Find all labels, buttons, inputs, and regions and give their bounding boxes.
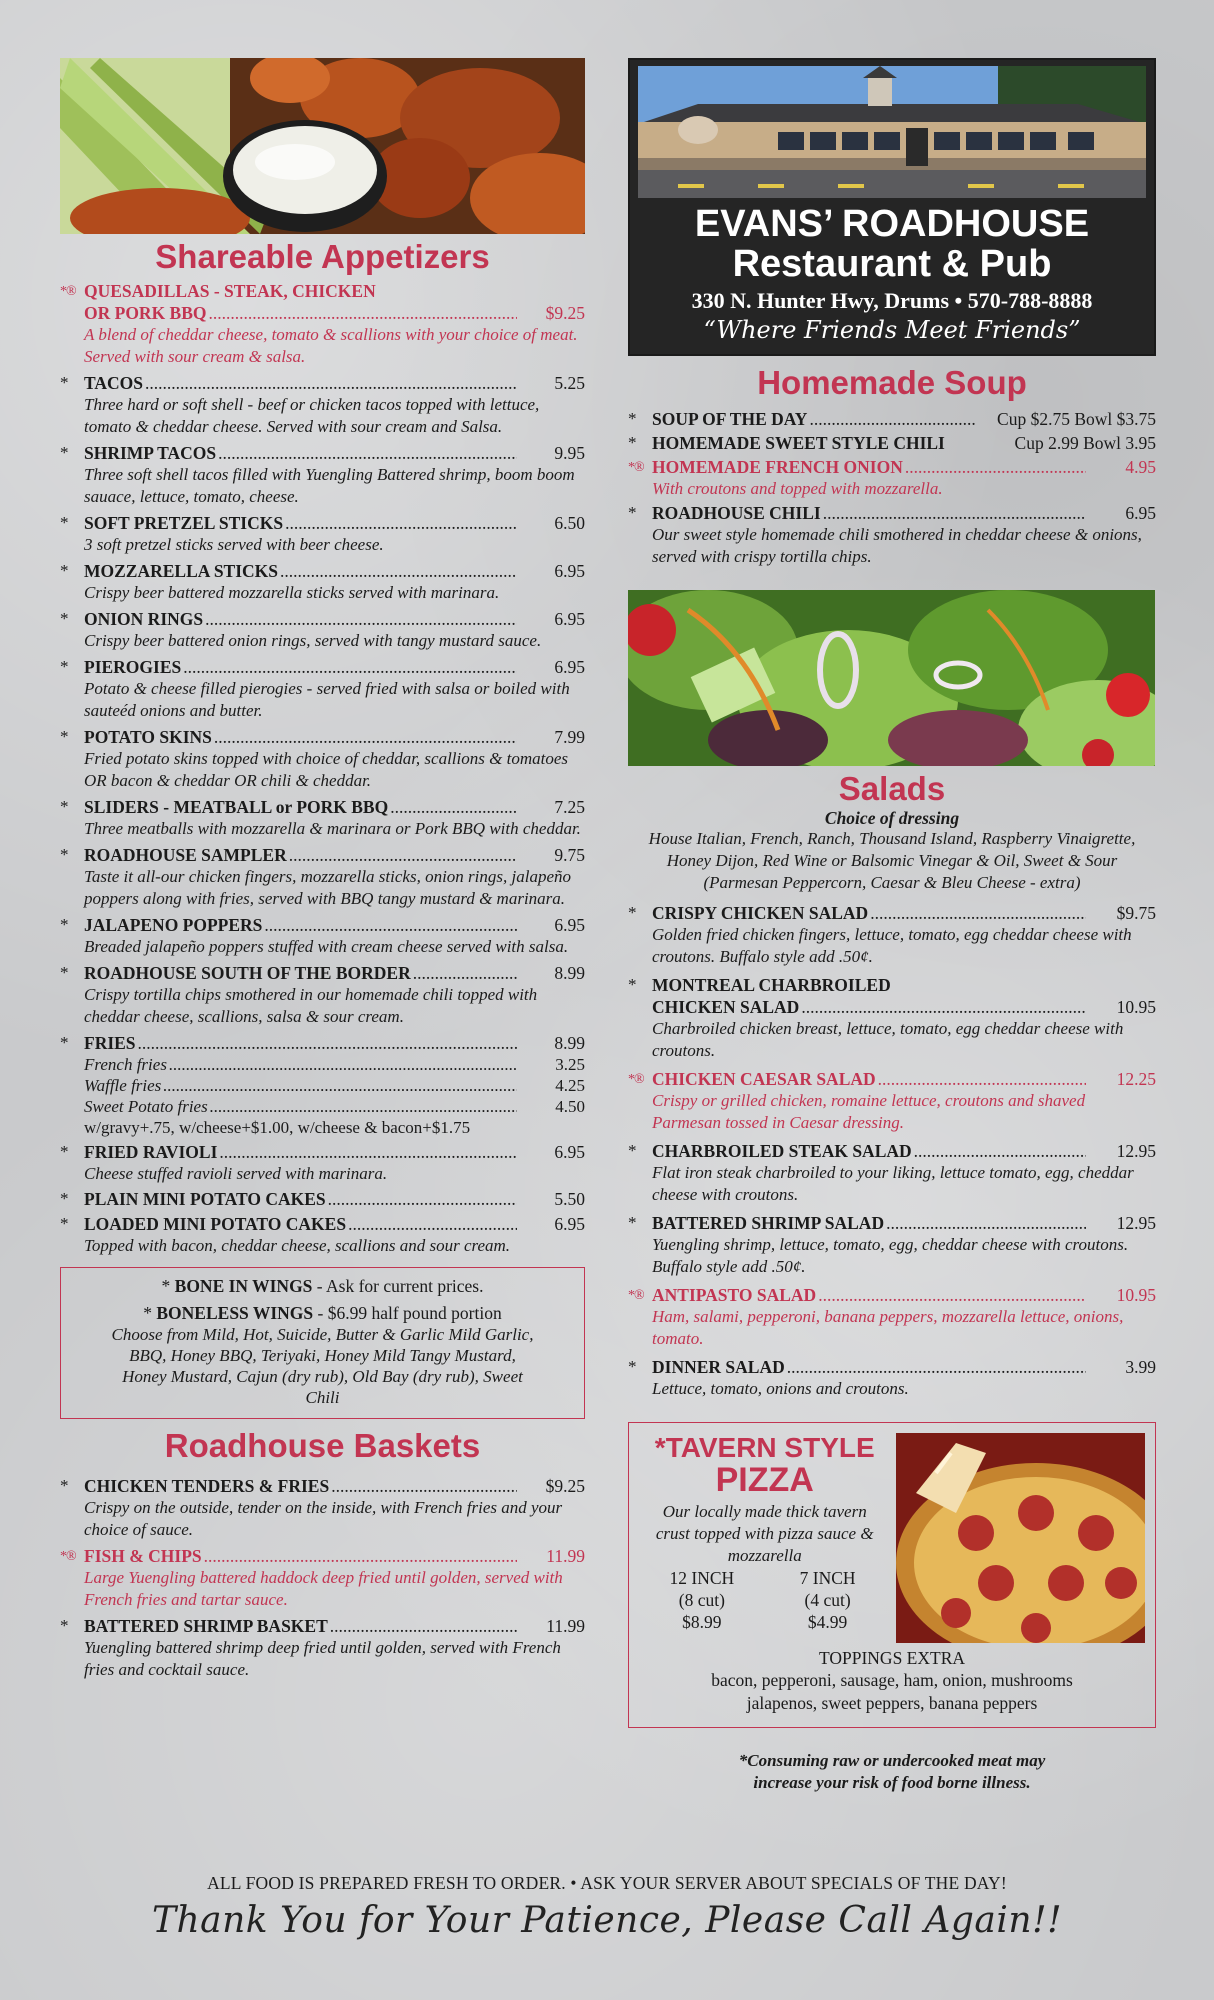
item-leader-dots — [818, 1284, 1086, 1306]
item-name: ONION RINGS — [84, 609, 204, 629]
item-marker: *® — [60, 1549, 76, 1564]
item-row — [60, 962, 585, 984]
bone-in-wings-name: BONE IN WINGS — [174, 1276, 313, 1296]
item-leader-dots — [823, 502, 1086, 524]
item-marker: * — [628, 1213, 637, 1232]
item-row — [628, 996, 1156, 1018]
item-name: HOMEMADE FRENCH ONION — [652, 457, 903, 477]
item-row — [628, 408, 1156, 430]
item-row — [60, 1032, 585, 1054]
fries-option — [60, 1054, 585, 1075]
item-description: Golden fried chicken fingers, lettuce, tomato, egg cheddar cheese with croutons. Buffalo style add .50¢. — [652, 925, 1132, 966]
item-row — [628, 1212, 1156, 1234]
soup-list — [628, 408, 1156, 568]
item-leader-dots — [886, 1212, 1086, 1234]
item-row — [628, 502, 1156, 524]
item-description: Crispy beer battered onion rings, served with tangy mustard sauce. — [84, 631, 542, 650]
item-marker: * — [60, 1476, 69, 1495]
pizza-cut-7: (4 cut) — [804, 1590, 851, 1610]
boneless-wings-name: BONELESS WINGS — [156, 1303, 314, 1323]
menu-item — [60, 1545, 585, 1611]
item-name: CRISPY CHICKEN SALAD — [652, 903, 869, 923]
item-row — [60, 914, 585, 936]
menu-item — [628, 432, 1156, 454]
fries-option — [60, 1096, 585, 1117]
menu-item — [60, 656, 585, 722]
menu-item — [60, 372, 585, 438]
item-price: 6.95 — [554, 561, 585, 581]
item-leader-dots — [219, 1141, 517, 1163]
footer-notice: ALL FOOD IS PREPARED FRESH TO ORDER. • ASK YOUR SERVER ABOUT SPECIALS OF THE DAY! — [207, 1873, 1007, 1893]
item-name: SHRIMP TACOS — [84, 443, 217, 463]
soup-title: Homemade Soup — [757, 364, 1027, 401]
item-price: Cup $2.75 Bowl $3.75 — [997, 409, 1156, 429]
item-leader-dots — [330, 1615, 517, 1637]
item-row — [628, 1284, 1156, 1306]
item-description: Crispy or grilled chicken, romaine lettuce, croutons and shaved Parmesan tossed in Caesar dressing. — [652, 1091, 1086, 1132]
item-name: SOUP OF THE DAY — [652, 409, 808, 429]
toppings-title: TOPPINGS EXTRA — [818, 1648, 965, 1668]
menu-item — [60, 1188, 585, 1210]
fries-extras: w/gravy+.75, w/cheese+$1.00, w/cheese & bacon+$1.75 — [84, 1118, 471, 1137]
item-name: SLIDERS - MEATBALL or PORK BBQ — [84, 797, 389, 817]
item-marker: *® — [60, 284, 76, 299]
restaurant-tagline: “Where Friends Meet Friends” — [703, 316, 1081, 344]
menu-item — [60, 1475, 585, 1541]
salads-list — [628, 902, 1156, 1400]
fries-option-name: Sweet Potato fries — [84, 1097, 208, 1116]
item-leader-dots — [210, 1096, 517, 1117]
menu-item — [628, 902, 1156, 968]
item-marker: * — [60, 1033, 69, 1052]
menu-item — [60, 442, 585, 508]
item-name: ROADHOUSE SAMPLER — [84, 845, 287, 865]
item-marker: * — [60, 797, 69, 816]
item-row — [60, 302, 585, 324]
item-leader-dots — [163, 1075, 517, 1096]
item-price: 6.95 — [554, 657, 585, 677]
fries-option-name: Waffle fries — [84, 1076, 162, 1095]
item-marker: * — [60, 1142, 69, 1161]
restaurant-photo — [638, 66, 1146, 198]
item-row — [60, 372, 585, 394]
item-description: Crispy beer battered mozzarella sticks served with marinara. — [84, 583, 500, 602]
item-leader-dots — [280, 560, 517, 582]
item-name: CHICKEN CAESAR SALAD — [652, 1069, 876, 1089]
pizza-price-7: $4.99 — [807, 1612, 848, 1632]
appetizers-list — [60, 280, 585, 1257]
item-leader-dots — [205, 608, 517, 630]
pizza-title-line1: *TAVERN STYLE — [654, 1432, 875, 1463]
wings-sauces: Choose from Mild, Hot, Suicide, Butter & Garlic Mild Garlic, BBQ, Honey BBQ, Teriyaki, Honey Mild Tangy Mustard, Honey Mustard, Cajun (dry rub), Old Bay (dry rub), Sweet Chili — [111, 1325, 534, 1407]
item-name: FRIES — [84, 1033, 136, 1053]
restaurant-subtitle: Restaurant & Pub — [732, 243, 1052, 285]
item-price: $9.25 — [545, 1476, 585, 1496]
wings-photo — [60, 58, 585, 234]
fries-option-price: 4.50 — [555, 1097, 585, 1116]
item-description: Taste it all-our chicken fingers, mozzarella sticks, onion rings, jalapeño poppers along with fries, served with BBQ tangy mustard & marinara. — [84, 867, 571, 908]
dressing-list: House Italian, French, Ranch, Thousand Island, Raspberry Vinaigrette, Honey Dijon, Red Wine or Balsomic Vinegar & Oil, Sweet & Sour (Parmesan Peppercorn, Caesar & Bleu Cheese - extra) — [648, 829, 1136, 892]
menu-item — [60, 844, 585, 910]
item-row — [60, 656, 585, 678]
item-price: 5.50 — [554, 1189, 585, 1209]
item-description: Our sweet style homemade chili smothered in cheddar cheese & onions, served with crispy tortilla chips. — [652, 525, 1142, 566]
item-leader-dots — [145, 372, 517, 394]
item-marker: * — [60, 963, 69, 982]
item-name: CHICKEN TENDERS & FRIES — [84, 1476, 330, 1496]
item-marker: * — [628, 433, 637, 452]
menu-item — [628, 1356, 1156, 1400]
item-marker: * — [60, 609, 69, 628]
item-price: 7.99 — [554, 727, 585, 747]
item-row — [628, 456, 1156, 478]
item-name-line1: MONTREAL CHARBROILED — [652, 975, 891, 995]
item-marker: * — [60, 1214, 69, 1233]
item-leader-dots — [209, 302, 517, 324]
item-row — [60, 560, 585, 582]
item-description: Lettuce, tomato, onions and croutons. — [652, 1379, 909, 1398]
pizza-sizes — [639, 1567, 890, 1633]
item-name: PIEROGIES — [84, 657, 182, 677]
item-leader-dots — [264, 914, 517, 936]
item-description: Fried potato skins topped with choice of cheddar, scallions & tomatoes OR bacon & cheddar OR chili & cheddar. — [84, 749, 568, 790]
item-leader-dots — [169, 1054, 517, 1075]
item-row — [60, 1545, 585, 1567]
item-name: FRIED RAVIOLI — [84, 1142, 218, 1162]
menu-item — [60, 280, 585, 368]
item-marker: * — [60, 561, 69, 580]
menu-item — [60, 1615, 585, 1681]
menu-item-fries — [60, 1032, 585, 1139]
item-description: Charbroiled chicken breast, lettuce, tomato, egg cheddar cheese with croutons. — [652, 1019, 1124, 1060]
item-row — [60, 726, 585, 748]
item-price: 10.95 — [1116, 997, 1156, 1017]
item-row — [60, 1615, 585, 1637]
wings-box: * BONE IN WINGS - Ask for current prices. * BONELESS WINGS - $6.99 half pound portion Choose from Mild, Hot, Suicide, Butter & Garlic Mild Garlic, BBQ, Honey BBQ, Teriyaki, Honey Mild Tangy Mustard, Honey Mustard, Cajun (dry rub), Old Bay (dry rub), Sweet Chili — [60, 1267, 585, 1419]
item-marker: * — [60, 657, 69, 676]
item-price: $9.75 — [1116, 903, 1156, 923]
toppings-list: bacon, pepperoni, sausage, ham, onion, mushrooms jalapenos, sweet peppers, banana peppers — [711, 1670, 1073, 1713]
item-price: 12.95 — [1116, 1213, 1156, 1233]
item-price: 11.99 — [546, 1616, 585, 1636]
item-name: POTATO SKINS — [84, 727, 212, 747]
item-row — [60, 1213, 585, 1235]
menu-item — [628, 1212, 1156, 1278]
item-leader-dots — [214, 726, 517, 748]
item-description: Three meatballs with mozzarella & marinara or Pork BBQ with cheddar. — [84, 819, 581, 838]
item-marker: * — [628, 903, 637, 922]
item-row — [628, 1140, 1156, 1162]
menu-item — [628, 408, 1156, 430]
dressing-title: Choice of dressing — [824, 808, 960, 828]
item-name: CHICKEN SALAD — [652, 997, 800, 1017]
menu-item — [60, 512, 585, 556]
item-name: MOZZARELLA STICKS — [84, 561, 279, 581]
item-description: Yuengling battered shrimp deep fried until golden, served with French fries and cocktail sauce. — [84, 1638, 561, 1679]
fries-option-name: French fries — [84, 1055, 167, 1074]
item-row — [60, 1475, 585, 1497]
menu-item — [628, 1140, 1156, 1206]
item-description: Three soft shell tacos filled with Yuengling Battered shrimp, boom boom sauace, lettuce, tomato, cheese. — [84, 465, 575, 506]
item-price: $9.25 — [545, 303, 585, 323]
item-description: Crispy on the outside, tender on the inside, with French fries and your choice of sauce. — [84, 1498, 563, 1539]
item-row — [628, 902, 1156, 924]
item-leader-dots — [218, 442, 517, 464]
pizza-description: Our locally made thick tavern crust topped with pizza sauce & mozzarella — [655, 1502, 874, 1565]
item-leader-dots — [809, 408, 975, 430]
item-marker: * — [60, 443, 69, 462]
item-row — [60, 1188, 585, 1210]
pizza-size-12: 12 INCH — [669, 1568, 735, 1588]
item-name: ROADHOUSE SOUTH OF THE BORDER — [84, 963, 411, 983]
menu-item — [60, 560, 585, 604]
item-leader-dots — [878, 1068, 1086, 1090]
item-price: 7.25 — [554, 797, 585, 817]
item-price: 6.95 — [1125, 503, 1156, 523]
item-row — [628, 1068, 1156, 1090]
item-description: Topped with bacon, cheddar cheese, scallions and sour cream. — [84, 1236, 511, 1255]
item-price: 6.95 — [554, 609, 585, 629]
menu-item — [628, 456, 1156, 500]
menu-item — [60, 962, 585, 1028]
item-marker: * — [628, 1141, 637, 1160]
item-name: OR PORK BBQ — [84, 303, 207, 323]
pizza-title-line2: PIZZA — [715, 1461, 814, 1499]
item-leader-dots — [390, 796, 517, 818]
item-row — [628, 1356, 1156, 1378]
item-description: Breaded jalapeño poppers stuffed with cream cheese served with salsa. — [84, 937, 569, 956]
item-marker: * — [60, 373, 69, 392]
bone-in-wings-text: - Ask for current prices. — [312, 1276, 484, 1296]
item-row — [60, 796, 585, 818]
item-name: ROADHOUSE CHILI — [652, 503, 821, 523]
item-description: Yuengling shrimp, lettuce, tomato, egg, cheddar cheese with croutons. Buffalo style add .50¢. — [652, 1235, 1129, 1276]
brand-box — [628, 58, 1156, 356]
item-name: DINNER SALAD — [652, 1357, 785, 1377]
item-price: 9.75 — [554, 845, 585, 865]
menu-item — [60, 1141, 585, 1185]
item-price: 6.95 — [554, 915, 585, 935]
appetizers-title: Shareable Appetizers — [155, 238, 490, 275]
item-description: 3 soft pretzel sticks served with beer cheese. — [84, 535, 384, 554]
pizza-photo — [896, 1433, 1145, 1643]
item-name: SOFT PRETZEL STICKS — [84, 513, 284, 533]
menu-item — [60, 608, 585, 652]
item-price: Cup 2.99 Bowl 3.95 — [1014, 433, 1156, 453]
item-marker: *® — [628, 1288, 644, 1303]
item-leader-dots — [328, 1188, 517, 1210]
item-name: FISH & CHIPS — [84, 1546, 202, 1566]
right-column — [628, 58, 1156, 1794]
item-description: A blend of cheddar cheese, tomato & scallions with your choice of meat. Served with sour cream & salsa. — [84, 325, 578, 366]
item-price: 6.95 — [554, 1142, 585, 1162]
menu-item — [628, 1284, 1156, 1350]
item-marker: * — [60, 915, 69, 934]
item-name: LOADED MINI POTATO CAKES — [84, 1214, 347, 1234]
food-safety-notice: *Consuming raw or undercooked meat may increase your risk of food borne illness. — [738, 1751, 1046, 1792]
footer-thank-you: Thank You for Your Patience, Please Call Again!! — [151, 1900, 1063, 1941]
item-leader-dots — [138, 1032, 517, 1054]
item-description: Crispy tortilla chips smothered in our homemade chili topped with cheddar cheese, scallions, salsa & sour cream. — [84, 985, 538, 1026]
item-name: BATTERED SHRIMP BASKET — [84, 1616, 328, 1636]
item-description: Ham, salami, pepperoni, banana peppers, mozzarella lettuce, onions, tomato. — [652, 1307, 1124, 1348]
item-marker: * — [60, 845, 69, 864]
item-row — [628, 432, 1156, 454]
item-marker: * — [628, 1357, 637, 1376]
item-leader-dots — [801, 996, 1086, 1018]
pizza-size-7: 7 INCH — [799, 1568, 856, 1588]
item-description: Flat iron steak charbroiled to your liking, lettuce tomato, egg, cheddar cheese with croutons. — [652, 1163, 1134, 1204]
baskets-title: Roadhouse Baskets — [164, 1427, 481, 1464]
item-description: With croutons and topped with mozzarella. — [652, 479, 943, 498]
item-row — [60, 1141, 585, 1163]
item-row — [60, 608, 585, 630]
restaurant-address: 330 N. Hunter Hwy, Drums • 570-788-8888 — [691, 288, 1093, 313]
item-name: BATTERED SHRIMP SALAD — [652, 1213, 885, 1233]
item-marker: * — [628, 503, 637, 522]
item-price: 8.99 — [554, 1033, 585, 1053]
fries-option — [60, 1075, 585, 1096]
restaurant-name: EVANS’ ROADHOUSE — [694, 203, 1090, 245]
item-price: 3.99 — [1125, 1357, 1156, 1377]
item-leader-dots — [787, 1356, 1086, 1378]
item-price: 11.99 — [546, 1546, 585, 1566]
item-name: JALAPENO POPPERS — [84, 915, 263, 935]
item-leader-dots — [348, 1213, 517, 1235]
menu-item — [628, 1068, 1156, 1134]
boneless-wings-text: - $6.99 half pound portion — [313, 1303, 502, 1323]
item-name: TACOS — [84, 373, 143, 393]
pizza-cut-12: (8 cut) — [678, 1590, 725, 1610]
menu-item — [628, 974, 1156, 1062]
item-row — [60, 844, 585, 866]
item-marker: * — [60, 1616, 69, 1635]
fries-option-price: 4.25 — [555, 1076, 585, 1095]
item-leader-dots — [870, 902, 1086, 924]
item-leader-dots — [285, 512, 517, 534]
item-leader-dots — [331, 1475, 517, 1497]
item-marker: * — [628, 975, 637, 994]
item-marker: * — [60, 1189, 69, 1208]
baskets-list — [60, 1475, 585, 1681]
item-price: 9.95 — [554, 443, 585, 463]
item-name: PLAIN MINI POTATO CAKES — [84, 1189, 326, 1209]
item-marker: * — [628, 409, 637, 428]
menu-item — [60, 726, 585, 792]
item-marker: * — [60, 513, 69, 532]
pizza-box — [628, 1422, 1156, 1728]
item-name: CHARBROILED STEAK SALAD — [652, 1141, 912, 1161]
fries-option-price: 3.25 — [555, 1055, 585, 1074]
item-name: HOMEMADE SWEET STYLE CHILI — [652, 433, 945, 453]
menu-item — [60, 914, 585, 958]
item-price: 12.95 — [1116, 1141, 1156, 1161]
menu-item — [60, 1213, 585, 1257]
item-price: 5.25 — [554, 373, 585, 393]
salads-title: Salads — [838, 770, 946, 807]
item-name: ANTIPASTO SALAD — [652, 1285, 817, 1305]
item-price: 4.95 — [1125, 457, 1156, 477]
menu-item — [628, 502, 1156, 568]
menu-item — [60, 796, 585, 840]
item-leader-dots — [905, 456, 1086, 478]
item-leader-dots — [413, 962, 517, 984]
item-leader-dots — [289, 844, 517, 866]
item-leader-dots — [183, 656, 517, 678]
item-description: Potato & cheese filled pierogies - served fried with salsa or boiled with sauteéd onions and butter. — [84, 679, 570, 720]
item-price: 10.95 — [1116, 1285, 1156, 1305]
item-leader-dots — [914, 1140, 1086, 1162]
item-description: Three hard or soft shell - beef or chicken tacos topped with lettuce, tomato & cheddar cheese. Served with sour cream and Salsa. — [84, 395, 540, 436]
item-description: Cheese stuffed ravioli served with marinara. — [84, 1164, 388, 1183]
salad-photo — [628, 590, 1155, 766]
item-marker: * — [60, 727, 69, 746]
item-marker: *® — [628, 1072, 644, 1087]
item-name-line1: QUESADILLAS - STEAK, CHICKEN — [84, 281, 376, 301]
left-column — [60, 58, 585, 1685]
item-price: 8.99 — [554, 963, 585, 983]
item-row — [60, 512, 585, 534]
item-description: Large Yuengling battered haddock deep fried until golden, served with French fries and tartar sauce. — [84, 1568, 563, 1609]
item-price: 12.25 — [1116, 1069, 1156, 1089]
item-price: 6.50 — [554, 513, 585, 533]
item-leader-dots — [204, 1545, 517, 1567]
pizza-price-12: $8.99 — [682, 1612, 722, 1632]
item-price: 6.95 — [554, 1214, 585, 1234]
item-row — [60, 442, 585, 464]
item-marker: *® — [628, 460, 644, 475]
